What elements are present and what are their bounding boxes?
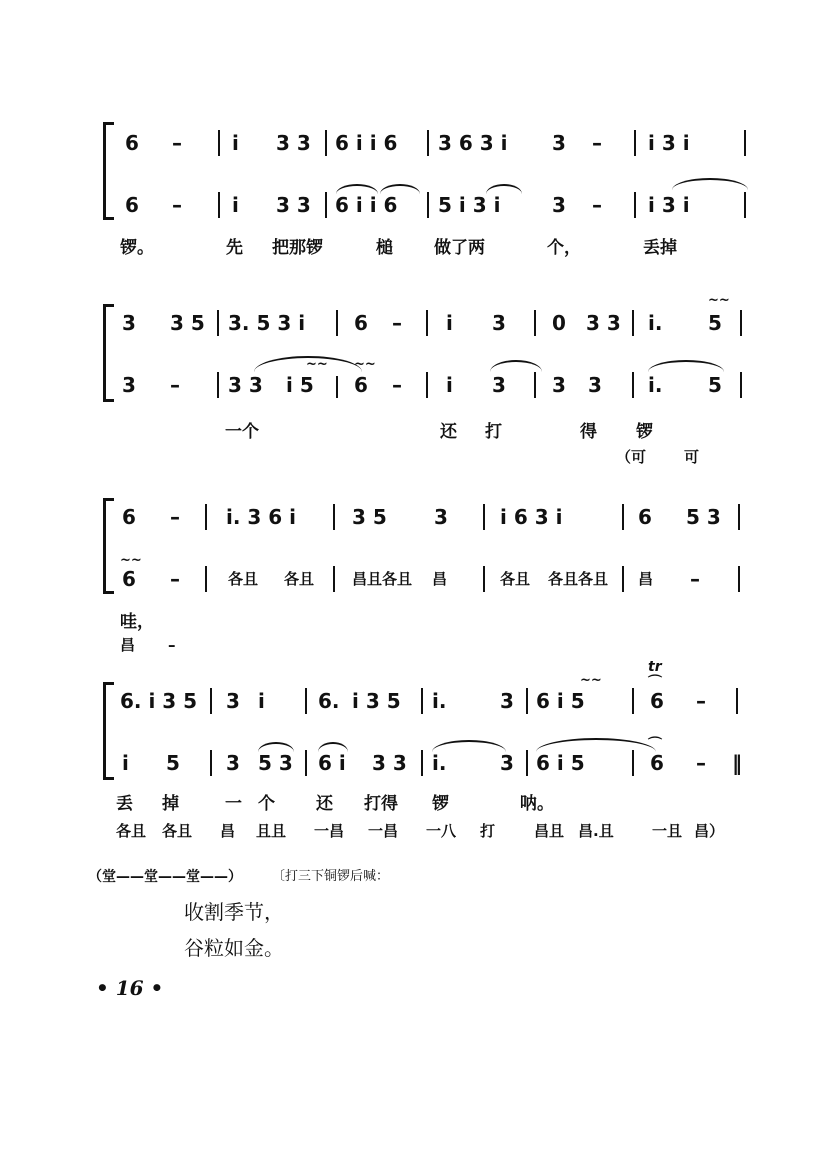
note: 6 (650, 689, 664, 713)
barline (426, 372, 428, 398)
barline (740, 310, 742, 336)
slur (432, 740, 506, 752)
percussion-syllables: 各且 (162, 822, 193, 840)
percussion-syllables: 一昌 (368, 822, 399, 840)
barline (740, 372, 742, 398)
barline (217, 310, 219, 336)
note: 3 (226, 689, 240, 713)
dash: – (172, 131, 182, 155)
percussion-syllables: 昌且各且 (352, 570, 413, 588)
note: 3 (588, 373, 602, 397)
note-group: 6 i i 6 (335, 131, 398, 155)
lyric: 把那锣 (272, 238, 323, 258)
note-group: 5 3 (258, 751, 293, 775)
note-group: 6 i 5 (536, 689, 585, 713)
lyric: 做了两 (434, 238, 485, 258)
slur (380, 184, 420, 194)
barline (205, 566, 207, 592)
barline (210, 750, 212, 776)
lyric: 哇， (120, 612, 154, 632)
lyric: 得 (580, 422, 597, 442)
note: i. (432, 689, 447, 713)
note: 0 (552, 311, 566, 335)
note-group: 3 3 (228, 373, 263, 397)
lyric: 槌 (376, 238, 393, 258)
note-group: 3 5 (352, 505, 387, 529)
barline (421, 750, 423, 776)
barline (305, 750, 307, 776)
dash: – (170, 505, 180, 529)
note: i. (648, 311, 663, 335)
trill-mark: tr (648, 659, 662, 675)
note-group: i 5 (286, 373, 314, 397)
percussion-syllables: 昌 (432, 570, 448, 588)
note: 6. (318, 689, 340, 713)
barline (217, 372, 219, 398)
note-group: i 3 i (648, 131, 690, 155)
barline (634, 192, 636, 218)
barline (622, 566, 624, 592)
note: 3 (552, 131, 566, 155)
percussion-syllables: 各且 (116, 822, 147, 840)
page-number: • 16 • (96, 976, 164, 1000)
barline (421, 688, 423, 714)
poem-line: 谷粒如金。 (184, 936, 284, 960)
dash: – (690, 567, 700, 591)
barline (483, 566, 485, 592)
note: i. (432, 751, 447, 775)
lyric: 一个 (225, 422, 259, 442)
barline (325, 192, 327, 218)
note: 3 3 (276, 131, 311, 155)
dash: – (170, 373, 180, 397)
barline (427, 130, 429, 156)
note: 6 (650, 751, 664, 775)
percussion-syllables: 各且各且 (548, 570, 609, 588)
note: 3 (492, 311, 506, 335)
barline (427, 192, 429, 218)
note: 6 (125, 131, 139, 155)
note-group: 6 i i 6 (335, 193, 398, 217)
note-group: 6. i 3 5 (120, 689, 198, 713)
mordent-mark: ~~ (708, 293, 730, 308)
lyric: 个 (258, 794, 275, 814)
score-system-1 (0, 118, 826, 258)
lyric: 掉 (162, 794, 179, 814)
lyric: 锣。 (120, 238, 154, 258)
percussion-syllables: 昌） (694, 822, 725, 840)
system-brace (103, 682, 114, 780)
mordent-mark: ~~ (306, 357, 328, 372)
note-group: i 3 i (648, 193, 690, 217)
dash: – (172, 193, 182, 217)
note: i (122, 751, 129, 775)
lyric: 个， (547, 238, 581, 258)
percussion-syllables: 昌且 (534, 822, 565, 840)
slur (536, 738, 656, 752)
note: 3 5 (170, 311, 205, 335)
dash: – (170, 567, 180, 591)
note: 3 3 (276, 193, 311, 217)
lyric: 先 (226, 238, 243, 258)
system-brace (103, 498, 114, 594)
note-group: i 3 5 (352, 689, 401, 713)
percussion-syllables: 昌.且 (578, 822, 614, 840)
percussion-syllables: 一且 (652, 822, 683, 840)
mordent-mark: ~~ (580, 673, 602, 688)
note: 3 (500, 689, 514, 713)
barline (205, 504, 207, 530)
lyric: 打 (485, 422, 502, 442)
dash: – (592, 193, 602, 217)
note: 6 (354, 373, 368, 397)
note: i (258, 689, 265, 713)
mordent-mark: ~~ (120, 553, 142, 568)
dash: – (592, 131, 602, 155)
note: 3 (434, 505, 448, 529)
lyric: 打得 (364, 794, 398, 814)
percussion-cue: 可 (684, 448, 700, 466)
score-system-2 (0, 293, 826, 470)
percussion-cue: 昌 (120, 636, 136, 654)
final-barline: ‖ (732, 751, 742, 775)
barline (634, 130, 636, 156)
note: i (232, 193, 239, 217)
note-group: 3. 5 3 i (228, 311, 306, 335)
fermata-mark: ⌒ (648, 737, 662, 753)
slur (672, 178, 748, 190)
slur (648, 360, 724, 372)
note-group: 5 i 3 i (438, 193, 501, 217)
barline (333, 566, 335, 592)
note: 3 (552, 193, 566, 217)
percussion-syllables: 昌 (638, 570, 654, 588)
percussion-syllables: 各且 (284, 570, 315, 588)
barline (744, 130, 746, 156)
barline (210, 688, 212, 714)
percussion-cue: （可 (616, 448, 647, 466)
barline (632, 750, 634, 776)
lyric: 呐。 (520, 794, 554, 814)
note: 3 (226, 751, 240, 775)
percussion-syllables: 打 (480, 822, 496, 840)
percussion-syllables: 一八 (426, 822, 457, 840)
stage-note-right: 〔打三下铜锣后喊： (272, 869, 390, 884)
note: 6 (122, 505, 136, 529)
note: 3 (552, 373, 566, 397)
slur (490, 360, 542, 372)
poem-line: 收割季节， (184, 900, 284, 924)
barline (632, 310, 634, 336)
note: 3 (122, 373, 136, 397)
note-group: i. 3 6 i (226, 505, 297, 529)
slur (254, 356, 362, 372)
dash: – (696, 689, 706, 713)
system-brace (103, 304, 114, 402)
note-group: 6 i (318, 751, 346, 775)
percussion-syllables: 昌 (220, 822, 236, 840)
note: i (446, 311, 453, 335)
barline (526, 688, 528, 714)
note: i. (648, 373, 663, 397)
score-system-4 (0, 659, 826, 850)
slur (318, 742, 348, 752)
note: 6 (125, 193, 139, 217)
barline (534, 372, 536, 398)
barline (632, 372, 634, 398)
dash: – (696, 751, 706, 775)
note: 5 (708, 311, 722, 335)
dash: – (392, 373, 402, 397)
score-system-3 (0, 496, 826, 656)
note: 3 3 (586, 311, 621, 335)
slur (486, 184, 522, 194)
percussion-syllables: 各且 (500, 570, 531, 588)
percussion-cue: – (168, 636, 176, 654)
lyric: 丢 (116, 794, 133, 814)
barline (738, 504, 740, 530)
note-group: 6 i 5 (536, 751, 585, 775)
note: 6 (638, 505, 652, 529)
lyric: 还 (316, 794, 333, 814)
lyric: 锣 (636, 422, 653, 442)
barline (744, 192, 746, 218)
note: 3 (492, 373, 506, 397)
note: 3 (500, 751, 514, 775)
barline (218, 130, 220, 156)
barline (483, 504, 485, 530)
system-brace (103, 122, 114, 220)
barline (336, 310, 338, 336)
stage-note-left: （堂——堂——堂——） (88, 869, 242, 885)
note-group: 3 3 (372, 751, 407, 775)
lyric: 还 (440, 422, 457, 442)
barline (736, 688, 738, 714)
note: i (232, 131, 239, 155)
note: 5 (166, 751, 180, 775)
percussion-syllables: 各且 (228, 570, 259, 588)
barline (325, 130, 327, 156)
percussion-syllables: 且且 (256, 822, 287, 840)
fermata-mark: ⌒ (648, 675, 662, 691)
note: 6 (122, 567, 136, 591)
note: 3 (122, 311, 136, 335)
barline (534, 310, 536, 336)
barline (333, 504, 335, 530)
note-group: 3 6 3 i (438, 131, 508, 155)
mordent-mark: ~~ (354, 357, 376, 372)
percussion-syllables: 一昌 (314, 822, 345, 840)
dash: – (392, 311, 402, 335)
barline (738, 566, 740, 592)
note-group: i 6 3 i (500, 505, 563, 529)
slur (336, 184, 378, 194)
slur (258, 742, 294, 752)
lyric: 锣 (432, 794, 449, 814)
barline (336, 376, 338, 398)
barline (632, 688, 634, 714)
note-group: 5 3 (686, 505, 721, 529)
barline (218, 192, 220, 218)
barline (526, 750, 528, 776)
barline (426, 310, 428, 336)
barline (622, 504, 624, 530)
note: i (446, 373, 453, 397)
lyric: 丢掉 (643, 238, 677, 258)
note: 5 (708, 373, 722, 397)
barline (305, 688, 307, 714)
lyric: 一 (225, 794, 242, 814)
note: 6 (354, 311, 368, 335)
